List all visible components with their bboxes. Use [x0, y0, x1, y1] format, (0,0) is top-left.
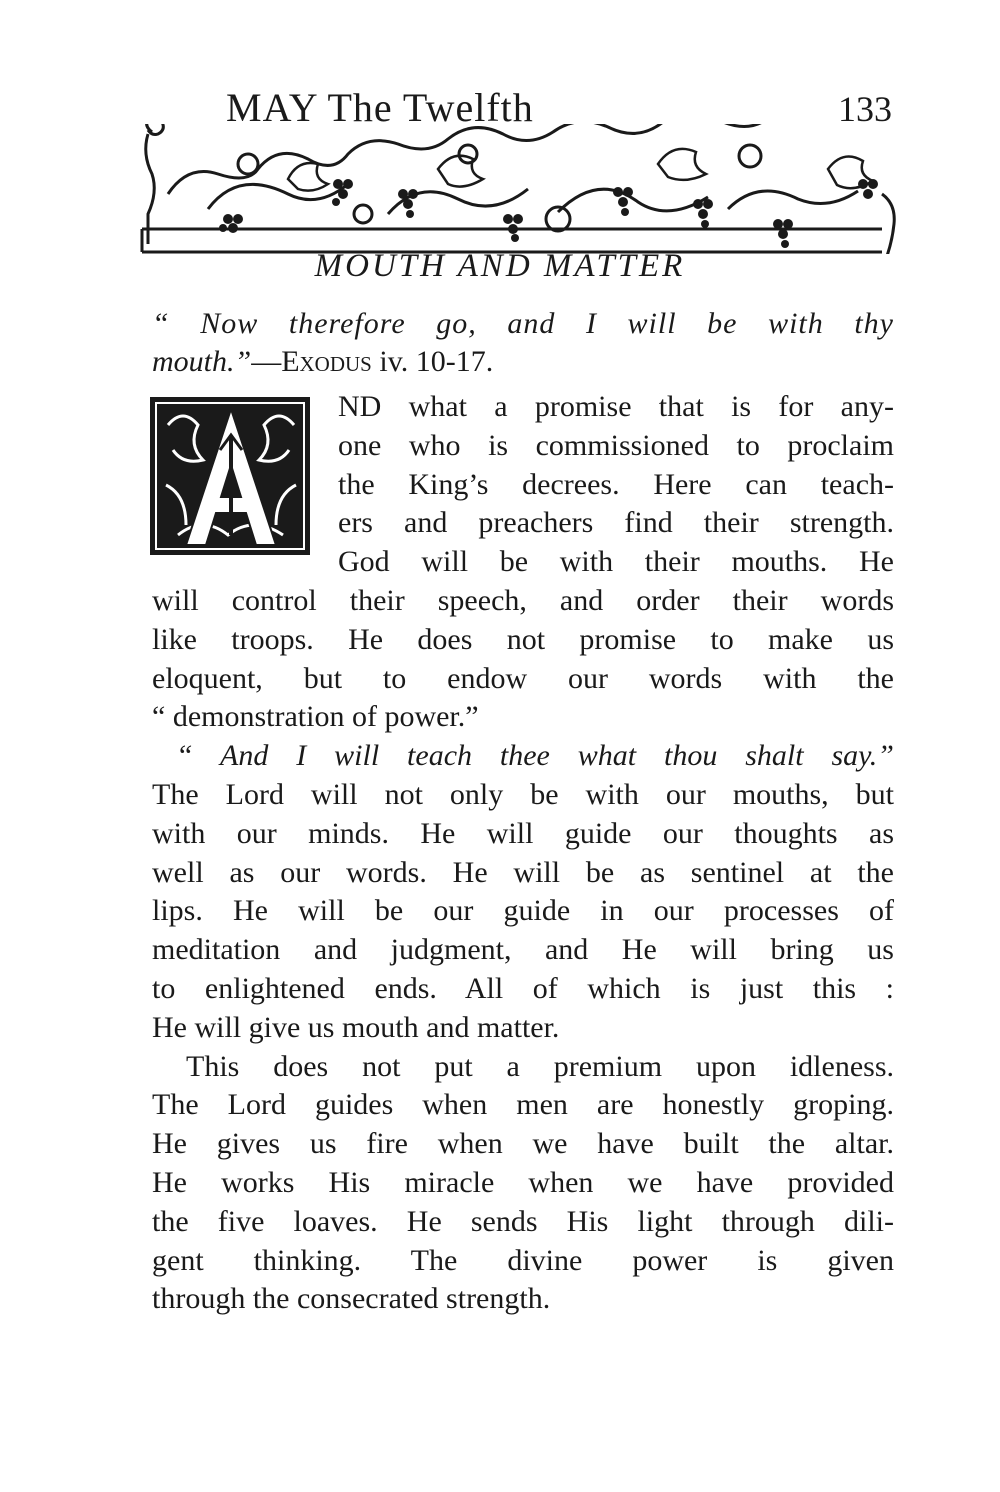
- grapevine-border-icon: [138, 124, 898, 254]
- epigraph: [152, 305, 894, 381]
- epigraph-line-1: “ Now therefore go, and I will be with thy: [152, 307, 894, 340]
- text-line: The Lord guides when men are honestly groping.: [152, 1088, 894, 1122]
- epigraph-dash: —: [251, 345, 282, 378]
- epigraph-reference: iv. 10-17.: [379, 345, 494, 378]
- text-line: well as our words. He will be as sentinel at the: [152, 855, 894, 889]
- text-line: This does not put a premium upon idleness.: [186, 1049, 894, 1083]
- text-line: one who is commissioned to proclaim: [338, 428, 894, 462]
- text-line: He works His miracle when we have provided: [152, 1165, 894, 1199]
- text-line: the King’s decrees. Here can teach-: [338, 467, 894, 501]
- drop-cap-letter: A: [148, 395, 149, 396]
- text-line: to enlightened ends. All of which is just this :: [152, 971, 894, 1005]
- epigraph-quote-end: mouth.”: [152, 345, 252, 378]
- text-line: gent thinking. The divine power is given: [152, 1243, 894, 1277]
- epigraph-book: Exodus: [281, 345, 372, 378]
- text-line: The Lord will not only be with our mouths, but: [152, 777, 894, 811]
- text-line: He gives us fire when we have built the altar.: [152, 1127, 894, 1161]
- epigraph-line-2: [152, 345, 493, 378]
- page-header: [138, 84, 898, 254]
- text-line: will control their speech, and order their words: [152, 583, 894, 617]
- running-title: MAY The Twelfth: [226, 85, 534, 130]
- text-line: “ demonstration of power.”: [152, 700, 479, 734]
- text-line: the five loaves. He sends His light through dili-: [152, 1204, 894, 1238]
- text-line: through the consecrated strength.: [152, 1282, 551, 1316]
- text-line: ND what a promise that is for any-: [338, 390, 894, 423]
- text-line: God will be with their mouths. He: [338, 545, 894, 579]
- article-title: MOUTH AND MATTER: [314, 248, 686, 284]
- text-line: with our minds. He will guide our thoughts as: [152, 816, 894, 850]
- page-number: 133: [838, 89, 892, 129]
- text-line: eloquent, but to endow our words with the: [152, 661, 894, 695]
- text-line: like troops. He does not promise to make us: [152, 622, 894, 656]
- body-text: [152, 388, 894, 1319]
- text-line: lips. He will be our guide in our processes of: [152, 894, 894, 928]
- text-line: meditation and judgment, and He will bring us: [152, 933, 894, 967]
- text-line: He will give us mouth and matter.: [152, 1010, 560, 1044]
- text-line: ers and preachers find their strength.: [338, 506, 894, 540]
- quoted-line: “ And I will teach thee what thou shalt say.”: [176, 739, 894, 773]
